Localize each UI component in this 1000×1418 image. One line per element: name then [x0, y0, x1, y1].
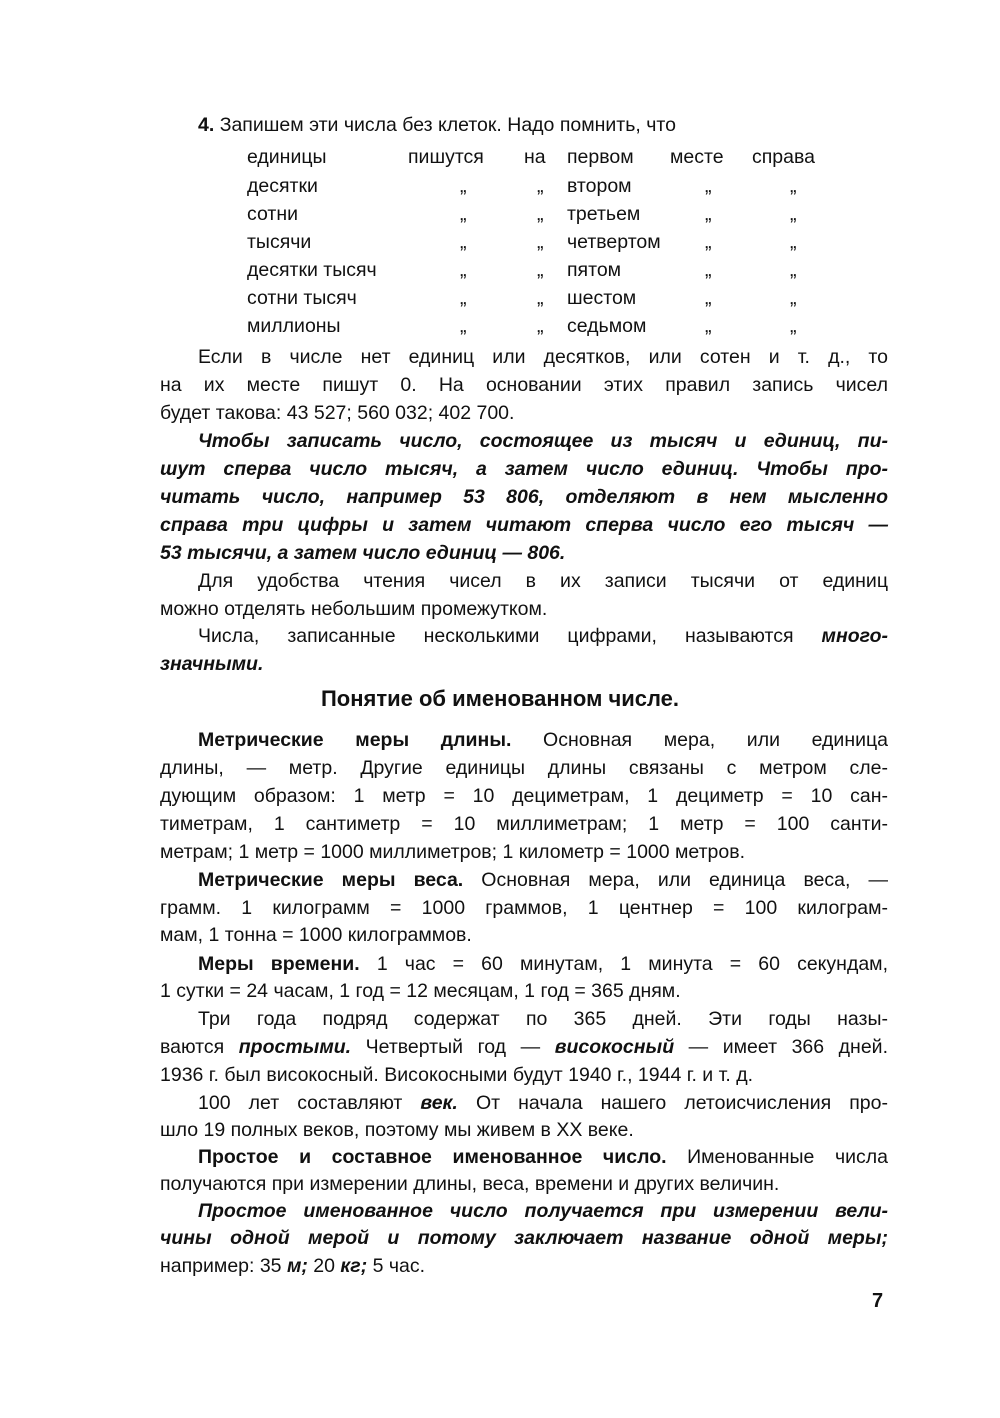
text-run: Основная мера, или единица [511, 729, 888, 751]
text-line [160, 951, 888, 977]
text-run: шут сперва число тысяч, а затем число единиц. Чтобы про- [160, 458, 888, 480]
table-header-cell: пишутся [408, 146, 484, 168]
table-cell: „ [537, 259, 544, 281]
text-run: например: 35 [160, 1255, 287, 1277]
text-run: 53 тысячи, а затем число единиц — 806. [160, 542, 566, 564]
text-line [160, 867, 888, 893]
table-cell: „ [790, 259, 797, 281]
table-header-cell: справа [752, 146, 815, 168]
text-run: грамм. 1 килограмм = 1000 граммов, 1 центнер = 100 килограм- [160, 897, 888, 919]
table-cell: „ [460, 231, 467, 253]
text-run: метрам; 1 метр = 1000 миллиметров; 1 километр = 1000 метров. [160, 841, 746, 863]
text-run: Основная мера, или единица веса, — [463, 869, 888, 891]
table-cell: „ [460, 315, 467, 337]
table-cell: „ [790, 175, 797, 197]
text-run: Если в числе нет единиц или десятков, или сотен и т. д., то [198, 346, 888, 368]
text-run: читать число, например 53 806, отделяют в нем мысленно [160, 486, 888, 508]
text-line [160, 1198, 888, 1224]
page-number: 7 [872, 1290, 884, 1312]
table-cell: „ [537, 175, 544, 197]
table-cell: пятом [567, 259, 622, 281]
text-run: Метрические меры веса. [198, 869, 464, 891]
text-line [160, 428, 888, 454]
table-cell: четвертом [567, 231, 661, 253]
text-line [160, 727, 888, 753]
text-line [160, 1253, 888, 1279]
text-run: дующим образом: 1 метр = 10 дециметрам, 1 дециметр = 10 сан- [160, 785, 888, 807]
table-cell: миллионы [247, 315, 341, 337]
text-run: Меры времени. [198, 953, 360, 975]
text-run: — имеет 366 дней. [674, 1036, 888, 1058]
text-run: значными. [160, 653, 264, 675]
text-run: Чтобы записать число, состоящее из тысяч и единиц, пи- [198, 430, 888, 452]
table-cell: „ [537, 231, 544, 253]
table-cell: „ [705, 259, 712, 281]
text-line [160, 839, 888, 865]
text-line [160, 978, 888, 1004]
text-run: ваются [160, 1036, 239, 1058]
table-header-cell: первом [567, 146, 634, 168]
text-line [160, 568, 888, 594]
text-line [160, 783, 888, 809]
table-cell: „ [705, 175, 712, 197]
text-run: век. [420, 1092, 458, 1114]
table-cell: втором [567, 175, 632, 197]
table-cell: третьем [567, 203, 641, 225]
text-line [160, 1171, 888, 1197]
text-line [160, 922, 888, 948]
text-run: 100 лет составляют [198, 1092, 421, 1114]
table-header-cell: месте [670, 146, 724, 168]
text-line [160, 372, 888, 398]
table-cell: „ [705, 315, 712, 337]
text-run: получаются при измерении длины, веса, времени и других величин. [160, 1173, 780, 1195]
table-cell: шестом [567, 287, 637, 309]
table-header-cell: на [524, 146, 546, 168]
text-run: 4. [198, 114, 220, 136]
text-line [160, 811, 888, 837]
table-cell: „ [460, 259, 467, 281]
text-run: длины, — метр. Другие единицы длины связаны с метром сле- [160, 757, 888, 779]
table-cell: седьмом [567, 315, 647, 337]
table-cell: „ [790, 203, 797, 225]
table-cell: десятки [247, 175, 318, 197]
table-cell: „ [790, 231, 797, 253]
table-header-cell: единицы [247, 146, 327, 168]
text-line [160, 400, 888, 426]
text-line [160, 540, 888, 566]
text-line [160, 1117, 888, 1143]
text-run: справа три цифры и затем читают сперва число его тысяч — [160, 514, 888, 536]
text-run: тиметрам, 1 сантиметр = 10 миллиметрам; 1 метр = 100 санти- [160, 813, 888, 835]
text-run: Запишем эти числа без клеток. Надо помнить, что [219, 114, 676, 136]
text-run: От начала нашего летоисчисления про- [457, 1092, 888, 1114]
table-cell: сотни [247, 203, 298, 225]
text-line [160, 112, 888, 138]
text-line [160, 456, 888, 482]
table-cell: „ [790, 287, 797, 309]
table-cell: „ [705, 203, 712, 225]
text-line [160, 623, 888, 649]
table-cell: „ [705, 287, 712, 309]
text-line [160, 484, 888, 510]
text-run: Простое именованное число получается при измерении вели- [198, 1200, 888, 1222]
text-line [160, 895, 888, 921]
table-cell: „ [790, 315, 797, 337]
text-line [160, 1062, 888, 1088]
text-line [160, 1034, 888, 1060]
table-cell: „ [537, 203, 544, 225]
text-line [160, 596, 888, 622]
text-line [160, 1006, 888, 1032]
table-cell: „ [537, 287, 544, 309]
text-run: чины одной мерой и потому заключает название одной меры; [160, 1227, 888, 1249]
table-cell: десятки тысяч [247, 259, 377, 281]
text-run: високосный [554, 1036, 675, 1058]
text-run: много- [821, 625, 888, 647]
text-line [160, 1144, 888, 1170]
text-run: будет такова: 43 527; 560 032; 402 700. [160, 402, 515, 424]
text-line [160, 512, 888, 538]
text-run: м; [286, 1255, 308, 1277]
text-run: Метрические меры длины. [198, 729, 512, 751]
text-run: Именованные числа [666, 1146, 888, 1168]
text-run: Простое и составное именованное число. [198, 1146, 667, 1168]
table-cell: „ [460, 203, 467, 225]
text-run: 1 час = 60 минутам, 1 минута = 60 секундам, [359, 953, 888, 975]
text-line [160, 755, 888, 781]
text-run: можно отделять небольшим промежутком. [160, 598, 548, 620]
text-run: 20 [307, 1255, 341, 1277]
text-line [160, 651, 888, 677]
text-run: простыми. [238, 1036, 352, 1058]
text-run: Числа, записанные несколькими цифрами, называются [198, 625, 822, 647]
text-run: 1 сутки = 24 часам, 1 год = 12 месяцам, 1 год = 365 дням. [160, 980, 681, 1002]
text-run: мам, 1 тонна = 1000 килограммов. [160, 924, 472, 946]
section-heading: Понятие об именованном числе. [320, 686, 680, 711]
text-run: 5 час. [367, 1255, 426, 1277]
text-line [160, 344, 888, 370]
text-line [160, 1090, 888, 1116]
text-run: кг; [340, 1255, 368, 1277]
text-line [160, 1225, 888, 1251]
text-run: Для удобства чтения чисел в их записи тысячи от единиц [198, 570, 888, 592]
table-cell: „ [705, 231, 712, 253]
table-cell: тысячи [247, 231, 312, 253]
table-cell: „ [537, 315, 544, 337]
text-run: шло 19 полных веков, поэтому мы живем в XX веке. [160, 1119, 634, 1141]
table-cell: „ [460, 175, 467, 197]
text-run: 1936 г. был високосный. Високосными будут 1940 г., 1944 г. и т. д. [160, 1064, 754, 1086]
text-run: Три года подряд содержат по 365 дней. Эти годы назы- [198, 1008, 888, 1030]
table-cell: сотни тысяч [247, 287, 357, 309]
text-run: на их месте пишут 0. На основании этих правил запись чисел [160, 374, 888, 396]
table-cell: „ [460, 287, 467, 309]
text-run: Четвертый год — [351, 1036, 555, 1058]
